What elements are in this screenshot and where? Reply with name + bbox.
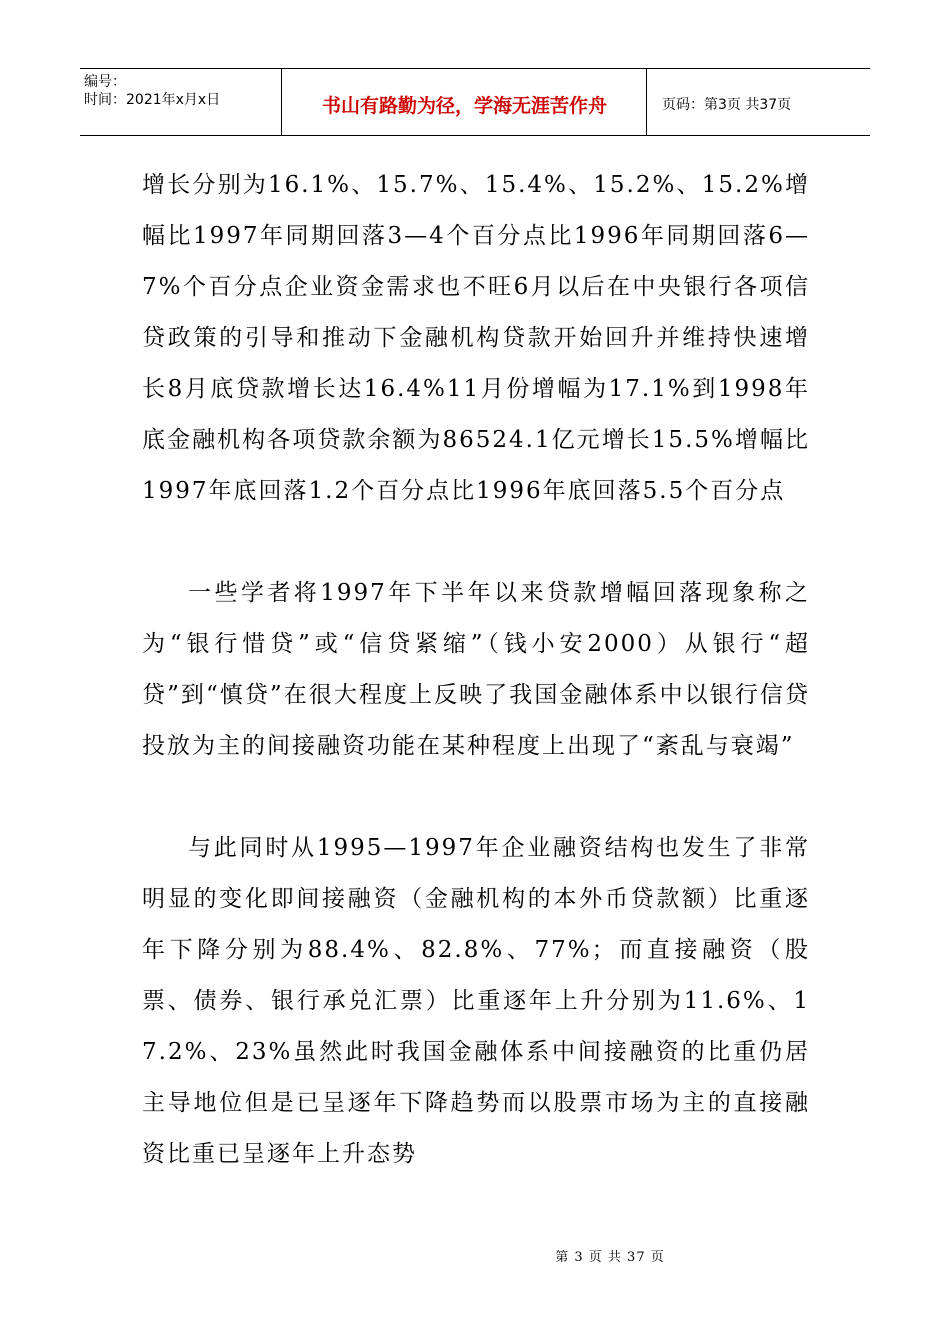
header-meta [80,69,282,135]
page-header [80,68,870,136]
paragraph-3: 与此同时从1995—1997年企业融资结构也发生了非常明显的变化即间接融资（金融机构的本外币贷款额）比重逐年下降分别为88.4%、82.8%、77%；而直接融资（股票、债券、银行承兑汇票）比重逐年上升分别为11.6%、17.2%、23%虽然此时我国金融体系中间接融资的比重仍居主导地位但是已呈逐年下降趋势而以股票市场为主的直接融资比重已呈逐年上升态势 [142,835,810,1167]
header-motto: 书山有路勤为径，学海无涯苦作舟 [283,69,647,135]
document-number-label: 编号： [84,74,126,90]
page-footer: 第 3 页 共 37 页 [555,1250,665,1265]
paragraph-2: 一些学者将1997年下半年以来贷款增幅回落现象称之为“银行惜贷”或“信贷紧缩”（钱小安2000）从银行“超贷”到“慎贷”在很大程度上反映了我国金融体系中以银行信贷投放为主的间接融资功能在某种程度上出现了“紊乱与衰竭” [142,580,810,759]
paragraph-1: 增长分别为16.1%、15.7%、15.4%、15.2%、15.2%增幅比1997年同期回落3—4个百分点比1996年同期回落6—7%个百分点企业资金需求也不旺6月以后在中央银行各项信贷政策的引导和推动下金融机构贷款开始回升并维持快速增长8月底贷款增长达16.4%11月份增幅为17.1%到1998年底金融机构各项贷款余额为86524.1亿元增长15.5%增幅比1997年底回落1.2个百分点比1996年底回落5.5个百分点 [142,172,810,504]
document-body [142,160,810,1180]
header-page-info: 页码：第3页 共37页 [662,97,792,113]
document-time-label: 时间：2021年x月x日 [84,92,221,108]
